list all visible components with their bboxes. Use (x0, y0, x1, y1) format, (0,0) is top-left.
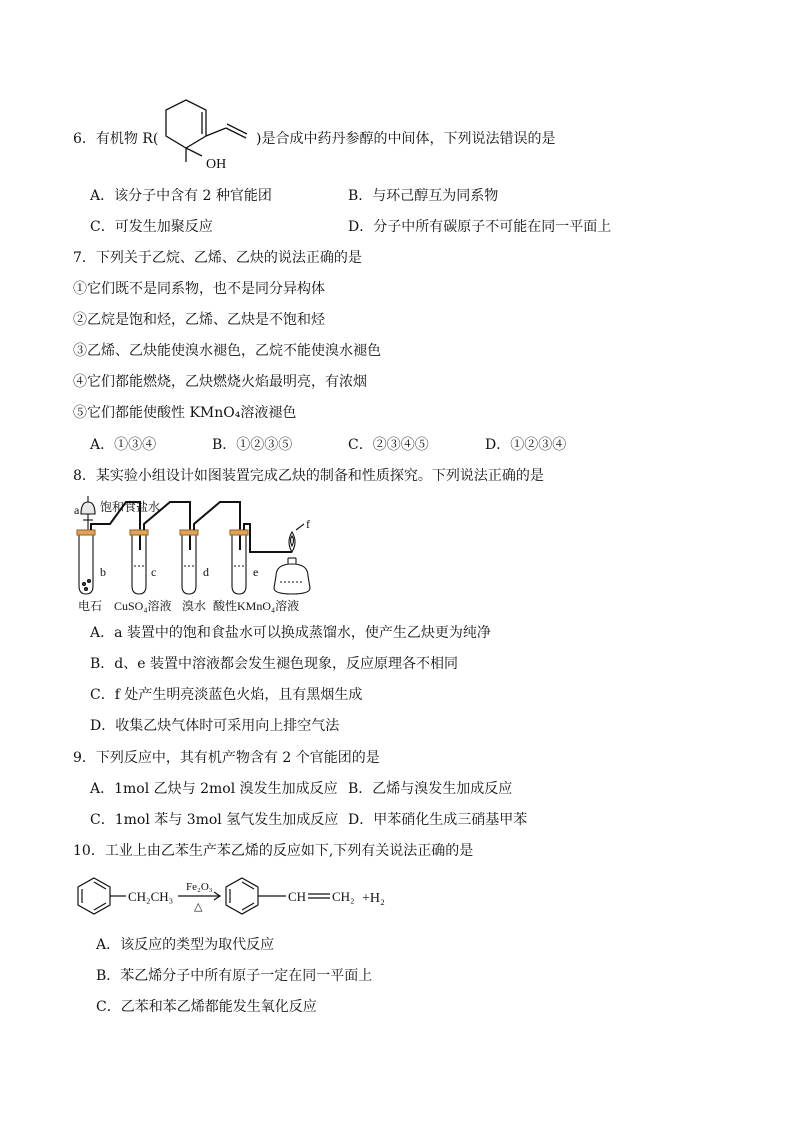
q8-option-c: C．f 处产生明亮淡蓝色火焰，且有黑烟生成 (90, 687, 363, 703)
q10-product-ch: CH (288, 889, 307, 904)
q6-option-b: B．与环己醇互为同系物 (348, 188, 499, 204)
q10-reactant-group: CH₂CH₃ (128, 889, 174, 904)
q8-label-a: a (74, 503, 80, 517)
q10-option-a: A．该反应的类型为取代反应 (96, 937, 275, 953)
q8-label-funnel: 饱和食盐水 (100, 500, 161, 514)
q6-option-c: C．可发生加聚反应 (90, 219, 213, 235)
q9-stem: 9．下列反应中，其有机产物含有 2 个官能团的是 (73, 750, 380, 766)
q8-stem: 8．某实验小组设计如图装置完成乙炔的制备和性质探究。下列说法正确的是 (73, 468, 544, 484)
q8-apparatus-figure (70, 494, 320, 616)
q7-option-d: D．①②③④ (485, 437, 567, 453)
q10-product-ch2: CH₂ (332, 889, 355, 904)
q8-caption-bromine: 溴水 (182, 599, 207, 613)
q7-item-5: ⑤它们都能使酸性 KMnO₄溶液褪色 (73, 405, 297, 421)
q7-option-a: A．①③④ (90, 437, 157, 453)
q8-label-e: e (253, 565, 259, 579)
q10-option-c: C．乙苯和苯乙烯都能发生氧化反应 (96, 999, 317, 1015)
q6-option-a: A．该分子中含有 2 种官能团 (90, 188, 272, 204)
q9-option-d: D．甲苯硝化生成三硝基甲苯 (348, 812, 528, 828)
q10-catalyst: Fe₂O₃ (186, 881, 213, 893)
q8-option-b: B．d、e 装置中溶液都会发生褪色现象，反应原理各不相同 (90, 656, 458, 672)
q7-item-3: ③乙烯、乙炔能使溴水褪色，乙烷不能使溴水褪色 (73, 343, 381, 359)
q8-label-c: c (151, 565, 157, 579)
q10-byproduct: +H₂ (362, 891, 385, 906)
q7-option-b: B．①②③⑤ (212, 437, 293, 453)
q7-item-1: ①它们既不是同系物，也不是同分异构体 (73, 281, 325, 297)
q8-label-f: f (306, 517, 310, 531)
q8-caption-carbide: 电石 (78, 599, 103, 613)
q9-option-c: C．1mol 苯与 3mol 氢气发生加成反应 (90, 812, 339, 828)
q7-item-4: ④它们都能燃烧，乙炔燃烧火焰最明亮，有浓烟 (73, 374, 367, 390)
q9-option-a: A．1mol 乙炔与 2mol 溴发生加成反应 (90, 781, 338, 797)
q8-option-a: A．a 装置中的饱和食盐水可以换成蒸馏水，使产生乙炔更为纯净 (90, 625, 491, 641)
q8-label-d: d (203, 565, 209, 579)
q10-stem: 10．工业上由乙苯生产苯乙烯的反应如下,下列有关说法正确的是 (73, 843, 474, 859)
q7-option-c: C．②③④⑤ (348, 437, 429, 453)
q9-option-b: B．乙烯与溴发生加成反应 (348, 781, 513, 797)
q10-option-b: B．苯乙烯分子中所有原子一定在同一平面上 (96, 968, 373, 984)
q10-reaction-equation (70, 872, 400, 922)
q8-option-d: D．收集乙炔气体时可采用向上排空气法 (90, 718, 340, 734)
q6-option-d: D．分子中所有碳原子不可能在同一平面上 (348, 219, 612, 235)
q8-label-b: b (100, 565, 106, 579)
q6-suffix: )是合成中药丹参醇的中间体，下列说法错误的是 (256, 131, 556, 147)
q6-oh-label: OH (206, 157, 227, 172)
q10-condition: △ (194, 901, 203, 913)
q6-structure (150, 92, 260, 174)
q6-prefix: 6．有机物 R( (73, 131, 159, 147)
q8-caption-kmno4: 酸性KMnO₄溶液 (213, 599, 300, 613)
q7-item-2: ②乙烷是饱和烃，乙烯、乙炔是不饱和烃 (73, 312, 325, 328)
q7-stem: 7．下列关于乙烷、乙烯、乙炔的说法正确的是 (73, 250, 362, 266)
q8-caption-cuso4: CuSO₄溶液 (114, 599, 172, 613)
